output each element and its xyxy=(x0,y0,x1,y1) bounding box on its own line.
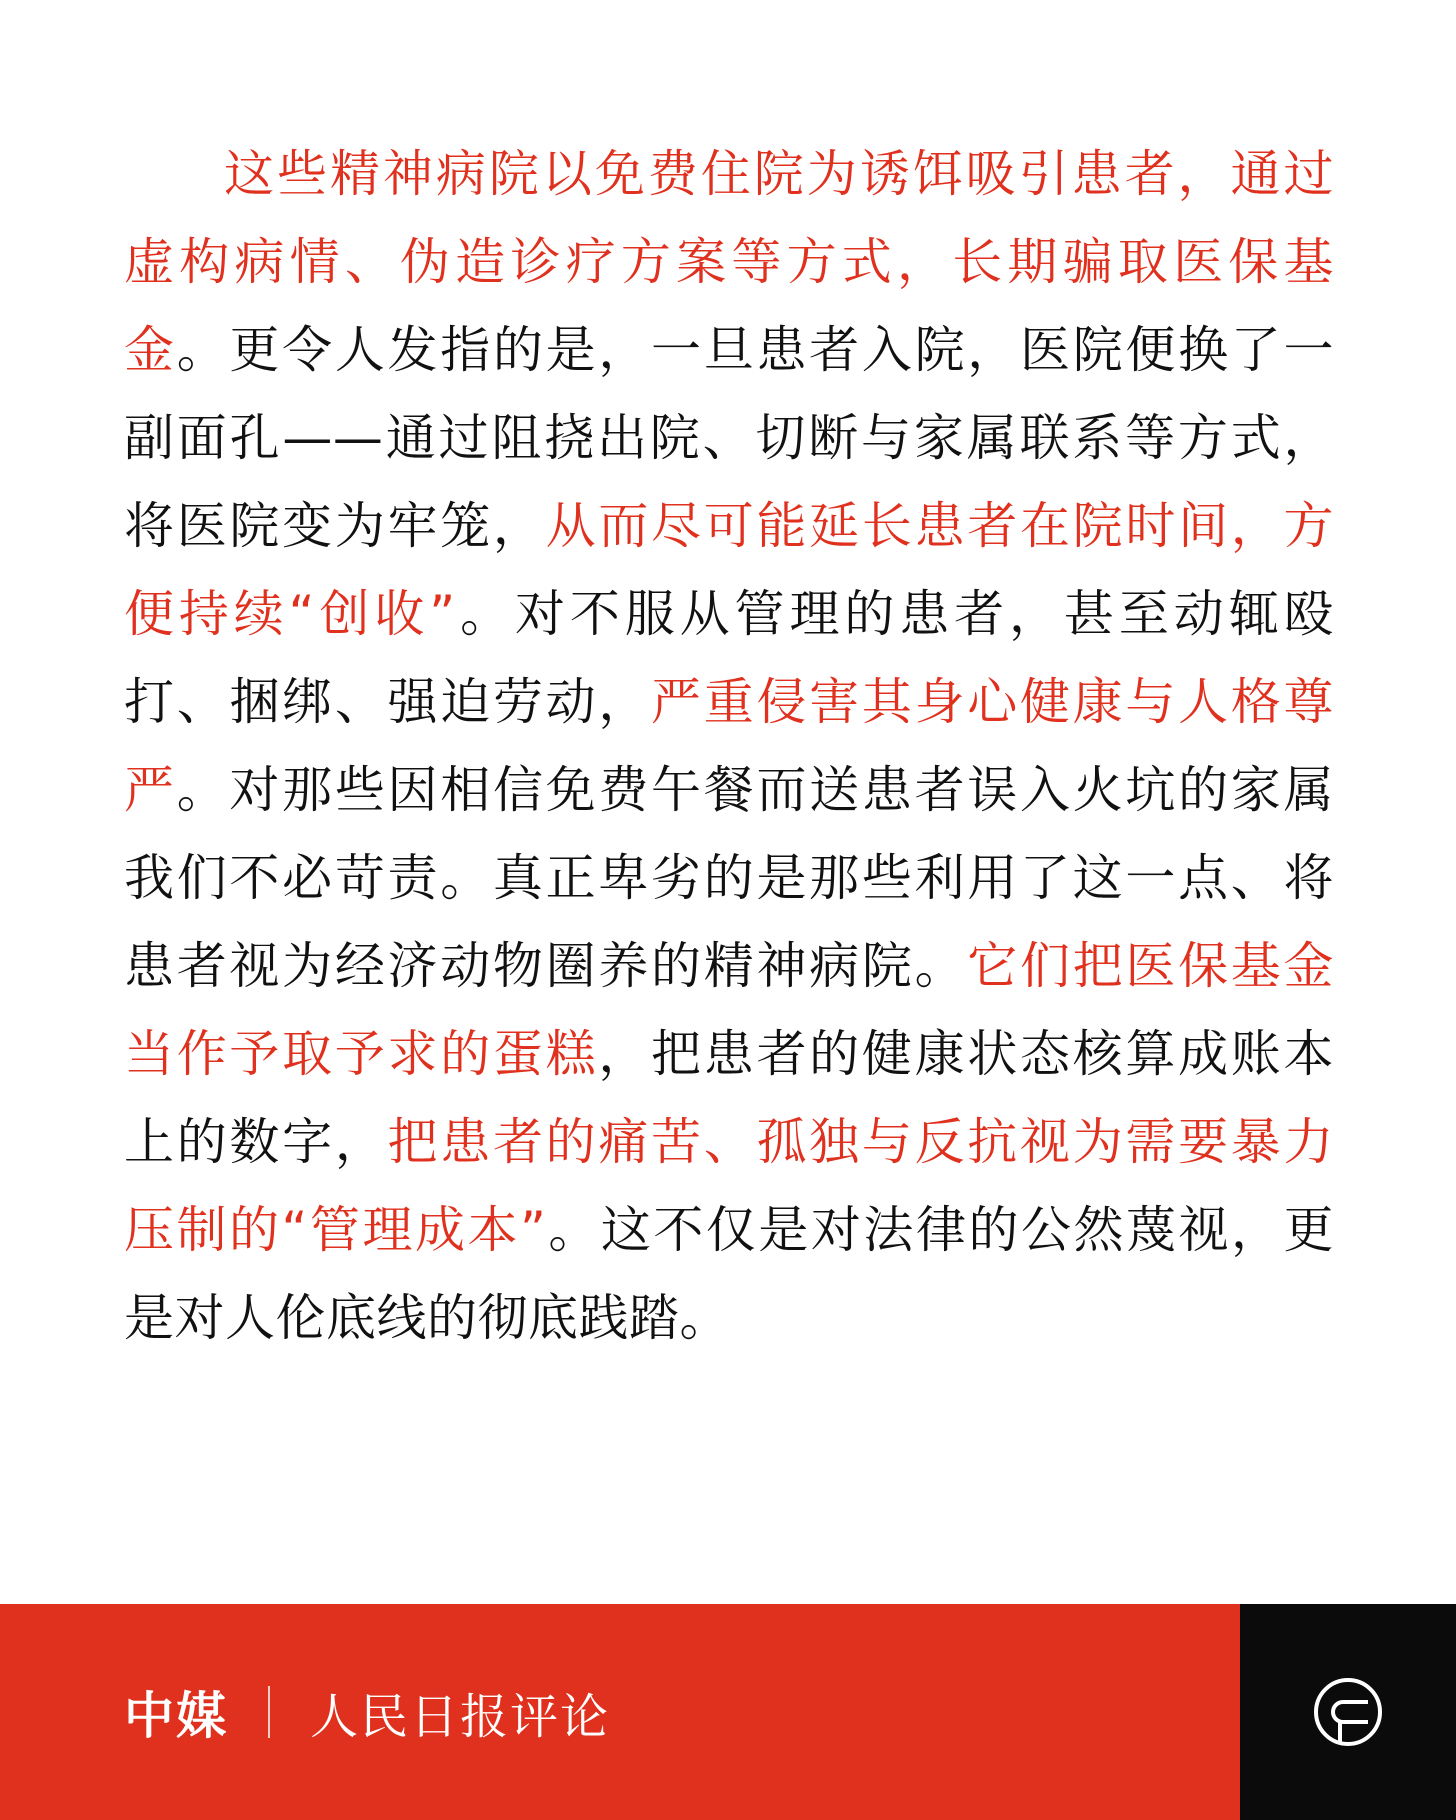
text-segment-5: 严重侵害其身心健康与人格尊严 xyxy=(124,673,1335,819)
text-segment-2: 。更令人发指的是，一旦患者入院，医院便换了一副面孔——通过阻挠出院、切断与家属联系等方式，将医院变为牢笼， xyxy=(124,321,1335,555)
text-segment-4: 。对不服从管理的患者，甚至动辄殴打、捆绑、强迫劳动， xyxy=(124,585,1335,731)
footer-divider xyxy=(268,1686,270,1738)
brand-name: 中媒 xyxy=(124,1687,228,1745)
article-paragraph xyxy=(124,130,1334,1362)
text-segment-10: 。这不仅是对法律的公然蔑视，更是对人伦底线的彻底践踏。 xyxy=(124,1201,1334,1347)
source-name: 人民日报评论 xyxy=(310,1688,611,1745)
footer-brand-block xyxy=(0,1604,1240,1820)
logo-block xyxy=(1240,1604,1456,1820)
text-segment-6: 。对那些因相信免费午餐而送患者误入火坑的家属我们不必苛责。真正卑劣的是那些利用了这一点、将患者视为经济动物圈养的精神病院。 xyxy=(124,761,1335,995)
text-segment-7: 它们把医保基金当作予取予求的蛋糕 xyxy=(124,937,1335,1083)
text-segment-3: 从而尽可能延长患者在院时间，方便持续“创收” xyxy=(124,497,1335,643)
article-body xyxy=(124,130,1334,1362)
text-segment-9: 把患者的痛苦、孤独与反抗视为需要暴力压制的“管理成本” xyxy=(124,1113,1335,1259)
circle-logo-icon xyxy=(1310,1674,1386,1750)
footer-bar xyxy=(0,1604,1456,1820)
text-segment-1: 这些精神病院以免费住院为诱饵吸引患者，通过虚构病情、伪造诊疗方案等方式，长期骗取医保基金 xyxy=(124,145,1334,379)
text-segment-8: ，把患者的健康状态核算成账本上的数字， xyxy=(124,1025,1335,1171)
